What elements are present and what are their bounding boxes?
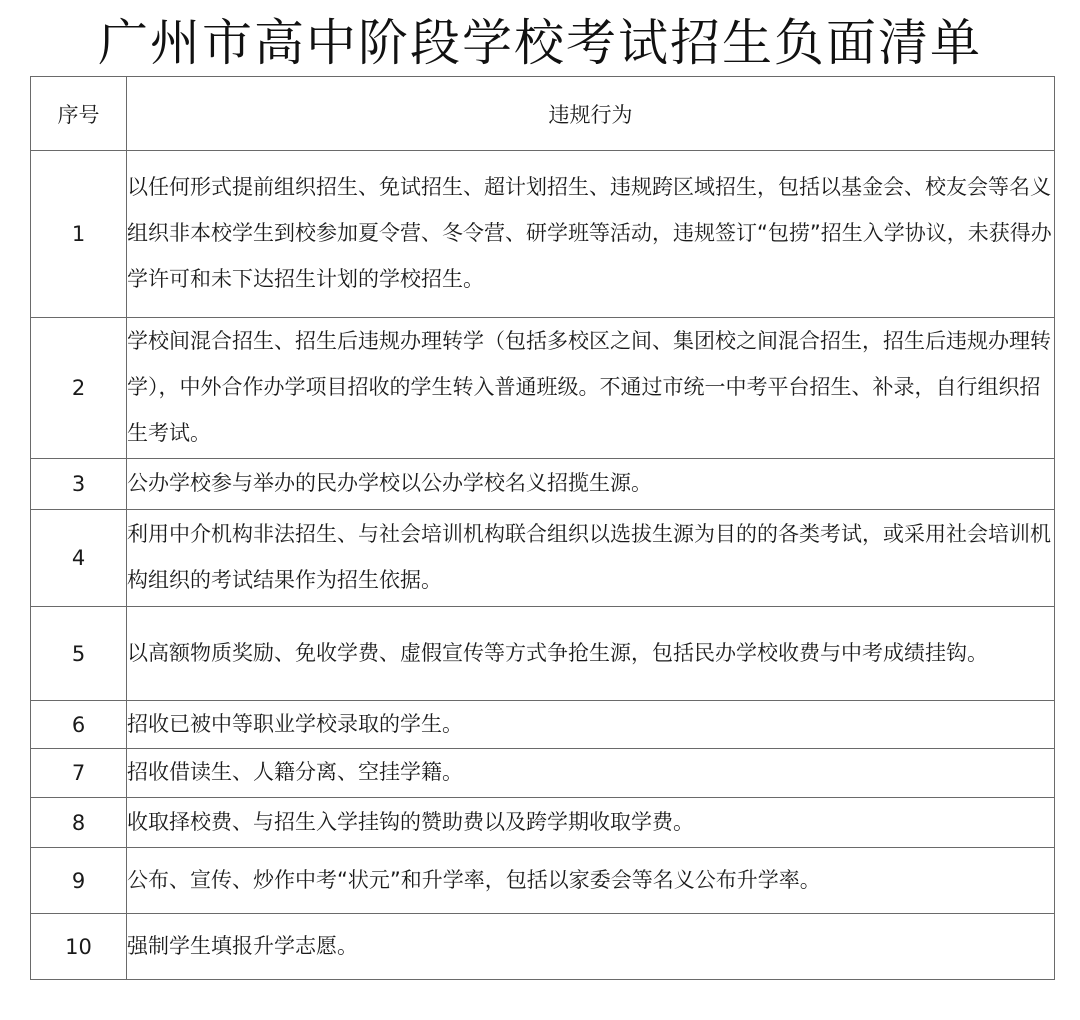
row-number: 7 — [31, 749, 127, 798]
row-text: 学校间混合招生、招生后违规办理转学（包括多校区之间、集团校之间混合招生，招生后违规办理转学），中外合作办学项目招收的学生转入普通班级。不通过市统一中考平台招生、补录，自行组织招生考试。 — [127, 329, 1051, 445]
row-text: 以任何形式提前组织招生、免试招生、超计划招生、违规跨区域招生，包括以基金会、校友会等名义组织非本校学生到校参加夏令营、冬令营、研学班等活动，违规签订“包捞”招生入学协议，未获得办学许可和未下达招生计划的学校招生。 — [127, 175, 1052, 291]
row-number: 2 — [31, 318, 127, 459]
row-number: 4 — [31, 510, 127, 607]
row-number: 5 — [31, 607, 127, 701]
table-row — [31, 701, 1055, 749]
table-row — [31, 607, 1055, 701]
page-title: 广州市高中阶段学校考试招生负面清单 — [98, 14, 982, 72]
negative-list-table — [30, 76, 1055, 980]
table-row — [31, 318, 1055, 459]
table-row — [31, 749, 1055, 798]
table-row — [31, 798, 1055, 848]
table-row — [31, 510, 1055, 607]
row-violation-text — [127, 749, 1055, 798]
row-text: 利用中介机构非法招生、与社会培训机构联合组织以选拔生源为目的的各类考试，或采用社会培训机构组织的考试结果作为招生依据。 — [127, 522, 1051, 592]
row-number: 3 — [31, 459, 127, 510]
row-number: 6 — [31, 701, 127, 749]
row-violation-text — [127, 607, 1055, 701]
header-serial-number: 序号 — [31, 77, 127, 151]
row-text: 以高额物质奖励、免收学费、虚假宣传等方式争抢生源，包括民办学校收费与中考成绩挂钩。 — [127, 640, 988, 665]
row-violation-text — [127, 848, 1055, 914]
row-text: 强制学生填报升学志愿。 — [127, 933, 358, 958]
row-violation-text — [127, 459, 1055, 510]
header-violation: 违规行为 — [127, 77, 1055, 151]
row-text: 公办学校参与举办的民办学校以公办学校名义招揽生源。 — [127, 471, 652, 495]
row-violation-text — [127, 914, 1055, 980]
row-number: 8 — [31, 798, 127, 848]
row-number: 10 — [31, 914, 127, 980]
row-violation-text — [127, 510, 1055, 607]
table-row — [31, 848, 1055, 914]
row-violation-text — [127, 318, 1055, 459]
row-text: 招收借读生、人籍分离、空挂学籍。 — [127, 760, 463, 784]
row-text: 收取择校费、与招生入学挂钩的赞助费以及跨学期收取学费。 — [127, 809, 694, 834]
row-number: 9 — [31, 848, 127, 914]
row-violation-text — [127, 151, 1055, 318]
table-header-row — [31, 77, 1055, 151]
row-number: 1 — [31, 151, 127, 318]
row-violation-text — [127, 701, 1055, 749]
table-row — [31, 914, 1055, 980]
row-violation-text — [127, 798, 1055, 848]
row-text: 招收已被中等职业学校录取的学生。 — [127, 711, 463, 736]
table-row — [31, 459, 1055, 510]
row-text: 公布、宣传、炒作中考“状元”和升学率，包括以家委会等名义公布升学率。 — [127, 867, 821, 892]
table-row — [31, 151, 1055, 318]
